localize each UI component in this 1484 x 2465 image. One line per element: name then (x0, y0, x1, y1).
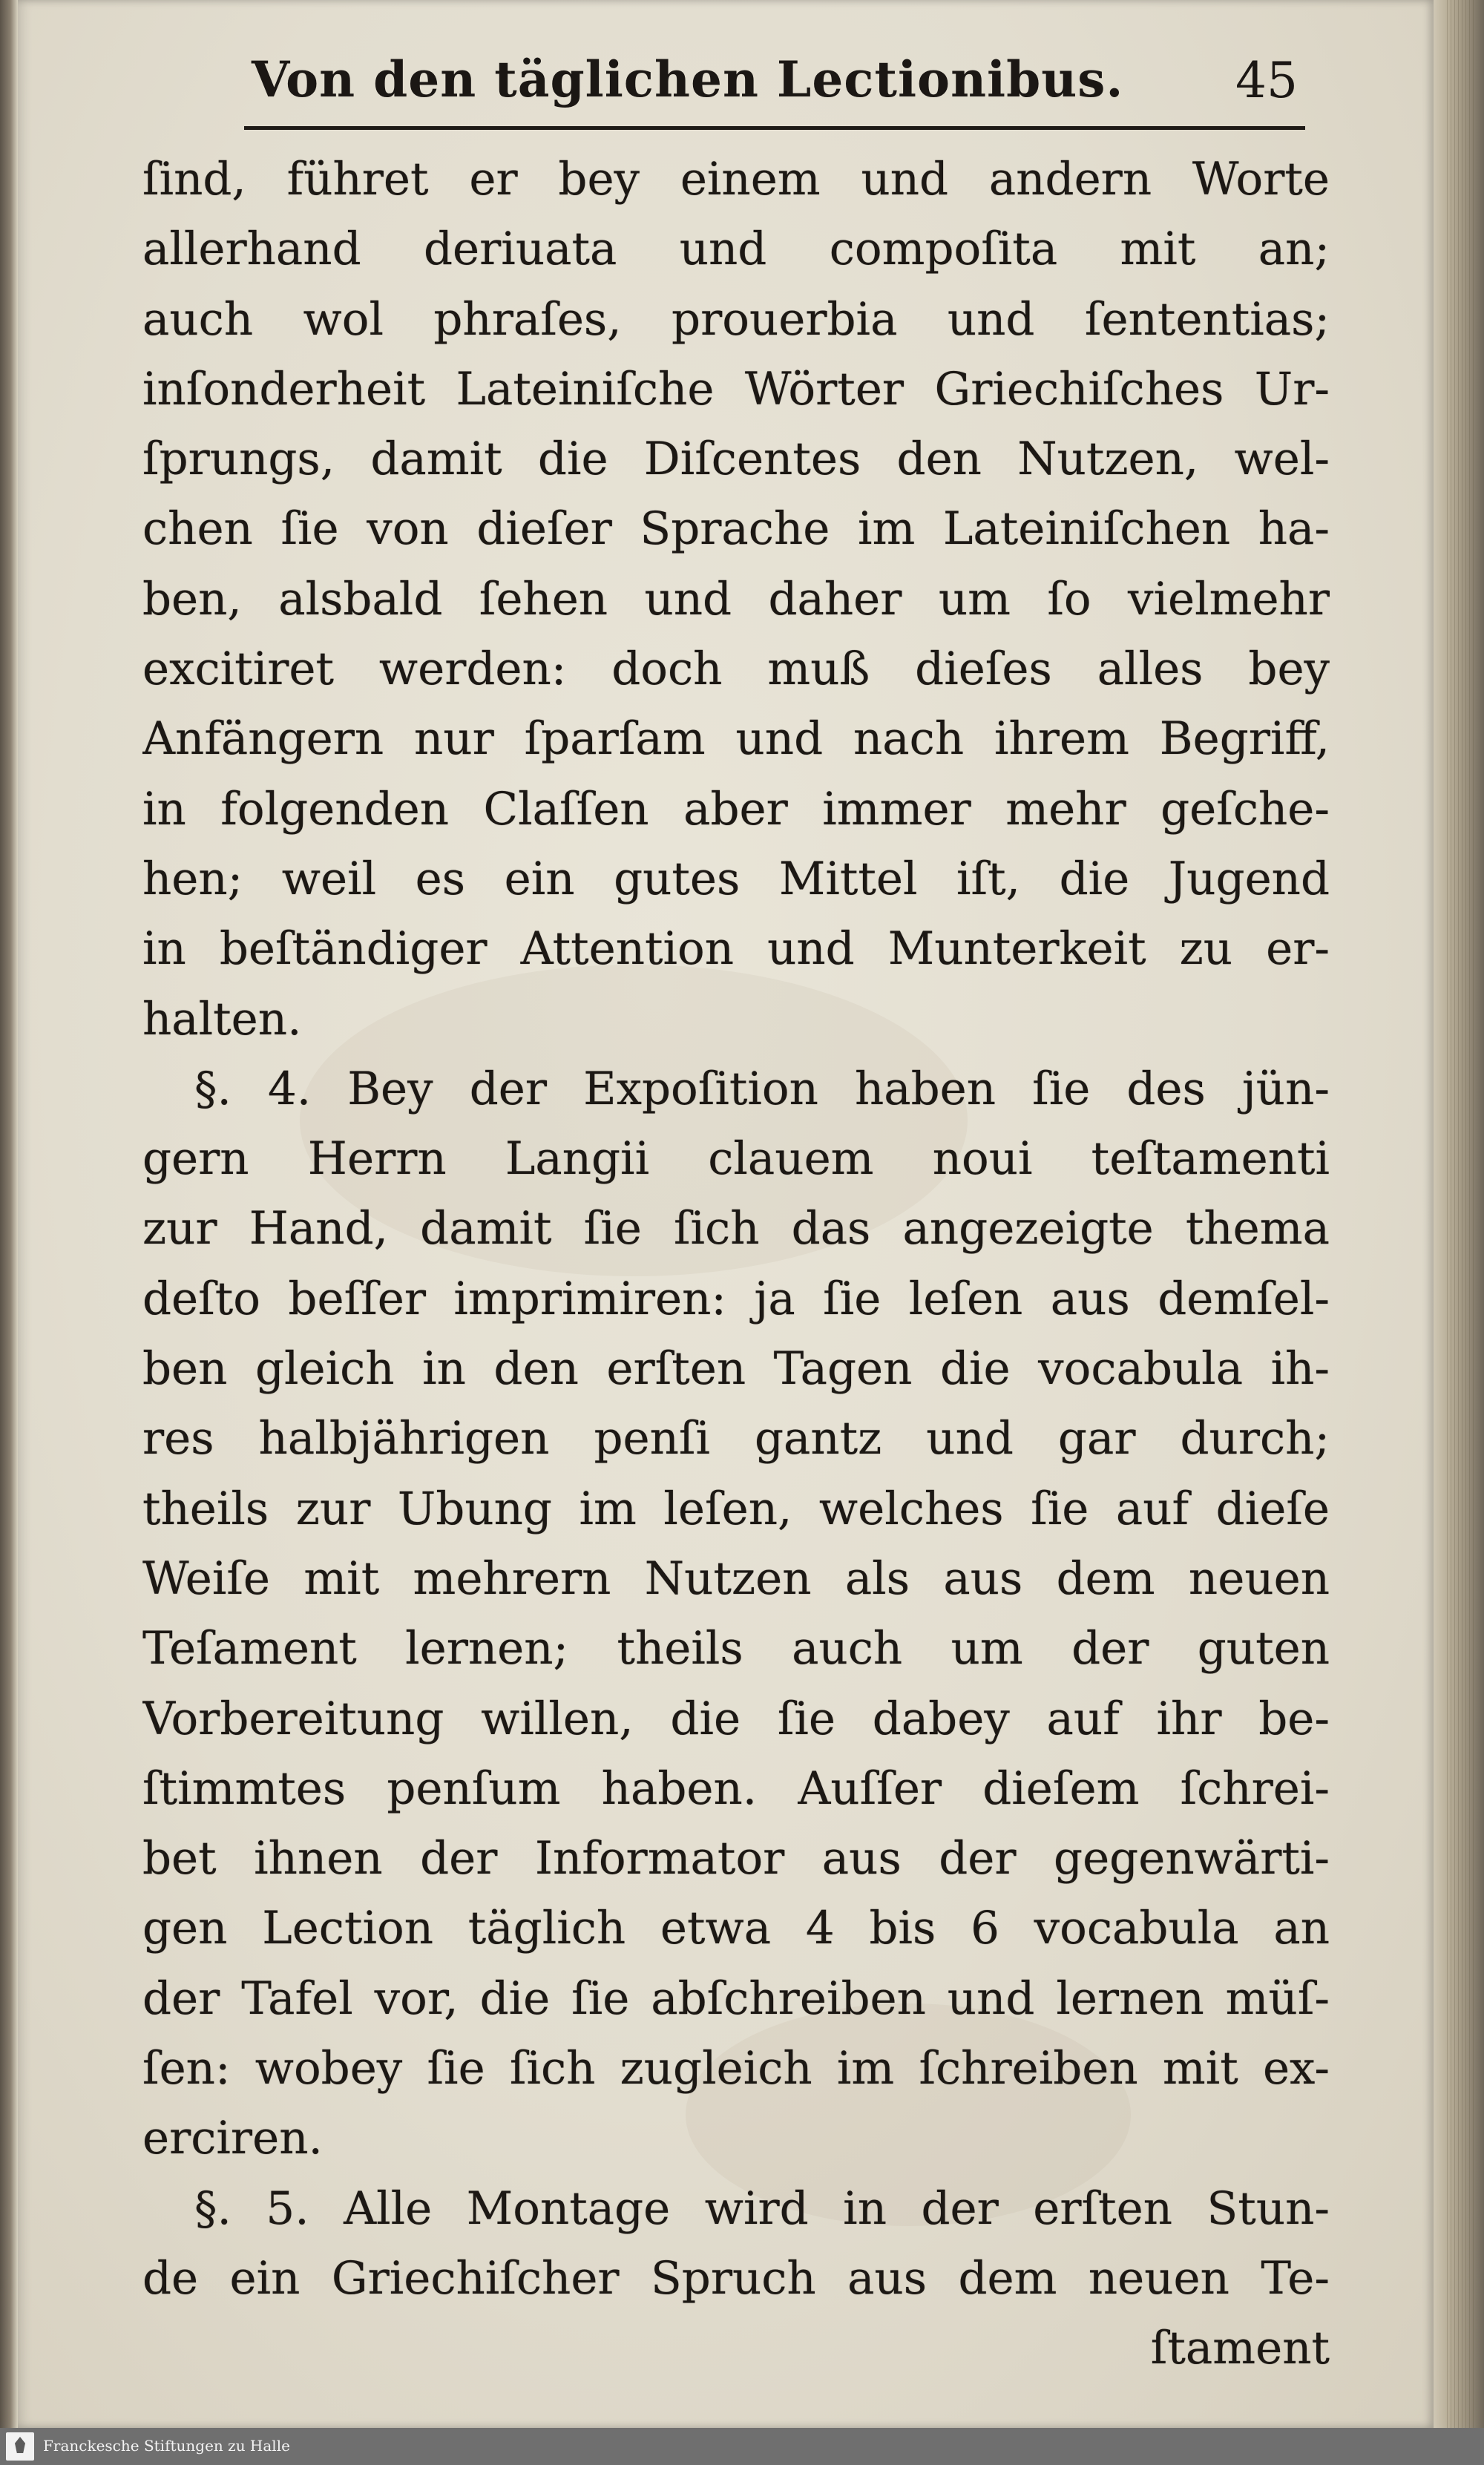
page-number: 45 (1235, 52, 1298, 109)
text-line: ſtimmtes penſum haben. Auſſer dieſem ſchrei- (142, 1762, 1330, 1815)
text-line: in folgenden Claſſen aber immer mehr geſche- (142, 782, 1330, 836)
catchword: ſtament (1150, 2322, 1330, 2375)
text-line: gen Lection täglich etwa 4 bis 6 vocabula an (142, 1902, 1330, 1955)
text-line: bet ihnen der Informator aus der gegenwärti- (142, 1832, 1330, 1885)
text-line: theils zur Ubung im leſen, welches ſie auf dieſe (142, 1482, 1330, 1535)
text-line: gern Herrn Langii clauem noui teſtamenti (142, 1132, 1330, 1186)
text-line: ſprungs, damit die Diſcentes den Nutzen, wel- (142, 433, 1330, 486)
text-line: der Tafel vor, die ſie abſchreiben und lernen müſ- (142, 1972, 1330, 2025)
body-text (142, 145, 1330, 2384)
paragraph-start-line: §. 4. Bey der Expoſition haben ſie des jün- (194, 1062, 1330, 1115)
text-line: inſonderheit Lateiniſche Wörter Griechiſches Ur- (142, 362, 1330, 416)
paragraph-start-line: §. 5. Alle Montage wird in der erſten Stun- (194, 2182, 1330, 2235)
text-line: auch wol phraſes, prouerbia und ſententias; (142, 292, 1330, 346)
text-line: res halbjährigen penſi gantz und gar durch; (142, 1412, 1330, 1465)
footer-bar (0, 2428, 1484, 2465)
text-line: de ein Griechiſcher Spruch aus dem neuen Te- (142, 2251, 1330, 2305)
text-line: allerhand deriuata und compoſita mit an; (142, 223, 1330, 276)
text-line: ben, alsbald ſehen und daher um ſo vielmehr (142, 572, 1330, 626)
page-edge-lines (1447, 0, 1477, 2428)
book-page (18, 0, 1434, 2428)
text-line: ſen: wobey ſie ſich zugleich im ſchreiben mit ex- (142, 2042, 1330, 2095)
text-line: in beſtändiger Attention und Munterkeit zu er- (142, 922, 1330, 976)
text-line: halten. (142, 992, 302, 1046)
institution-logo-icon (6, 2432, 34, 2461)
text-line: Teſament lernen; theils auch um der guten (142, 1622, 1330, 1675)
text-line: Anfängern nur ſparſam und nach ihrem Begriff, (142, 712, 1330, 766)
text-line: ſind, führet er bey einem und andern Worte (142, 153, 1330, 206)
text-line: Vorbereitung willen, die ſie dabey auf ihr be- (142, 1692, 1330, 1745)
text-line: ben gleich in den erſten Tagen die vocabula ih- (142, 1342, 1330, 1396)
text-line: excitiret werden: doch muß dieſes alles bey (142, 643, 1330, 696)
text-line: erciren. (142, 2112, 323, 2165)
text-line: zur Hand, damit ſie ſich das angezeigte thema (142, 1202, 1330, 1256)
running-head-title: Von den täglichen Lectionibus. (252, 50, 1124, 108)
text-line: Weiſe mit mehrern Nutzen als aus dem neuen (142, 1552, 1330, 1605)
text-line: hen; weil es ein gutes Mittel iſt, die Jugend (142, 852, 1330, 905)
page-edge (1434, 0, 1484, 2428)
text-line: chen ſie von dieſer Sprache im Lateiniſchen ha- (142, 502, 1330, 556)
footer-institution: Franckesche Stiftungen zu Halle (43, 2437, 290, 2455)
text-line: deſto beſſer imprimiren: ja ſie leſen aus demſel- (142, 1272, 1330, 1325)
running-head (244, 45, 1305, 130)
